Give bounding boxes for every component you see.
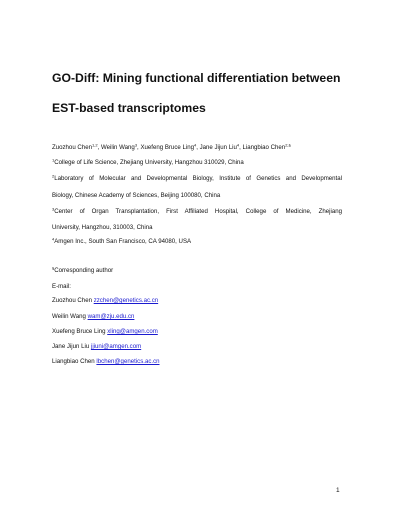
affiliation-text: College of Life Science, Zhejiang University, Hangzhou 310029, China bbox=[54, 159, 244, 166]
title-line-1: GO-Diff: Mining functional differentiation between bbox=[52, 71, 341, 85]
contact-row bbox=[52, 358, 160, 366]
contact-name: Weilin Wang bbox=[52, 313, 86, 320]
affiliation-text: Amgen Inc., South San Francisco, CA 94080, USA bbox=[54, 238, 192, 245]
author-name: Weilin Wang bbox=[100, 144, 135, 151]
author-separator: , bbox=[239, 144, 243, 151]
contact-name: Zuozhou Chen bbox=[52, 297, 92, 304]
affiliation-number: 2 bbox=[52, 173, 55, 179]
affiliation-1 bbox=[52, 159, 244, 167]
contact-name: Jane Jijun Liu bbox=[52, 343, 90, 350]
contact-row bbox=[52, 343, 141, 351]
email-link[interactable]: wam@zju.edu.cn bbox=[87, 313, 135, 320]
affiliation-3-cont: University, Hangzhou, 310003, China bbox=[52, 224, 153, 231]
corresponding-symbol: § bbox=[52, 265, 55, 271]
email-link[interactable]: xling@amgen.com bbox=[107, 328, 158, 335]
author-separator: , bbox=[196, 144, 200, 151]
contact-row bbox=[52, 313, 134, 321]
contact-name: Liangbiao Chen bbox=[52, 358, 95, 365]
email-link[interactable]: lbchen@genetics.ac.cn bbox=[96, 358, 160, 365]
authors-line bbox=[52, 144, 291, 152]
author-affiliation-mark: 3 bbox=[134, 142, 138, 148]
author-name: Xuefeng Bruce Ling bbox=[140, 144, 194, 151]
author-separator: , bbox=[97, 144, 101, 151]
author-affiliation-mark: 1,2 bbox=[91, 142, 98, 148]
affiliation-number: 3 bbox=[52, 206, 55, 212]
author-name: Jane Jijun Liu bbox=[199, 144, 237, 151]
author-name: Liangbiao Chen bbox=[242, 144, 286, 151]
contact-row bbox=[52, 297, 158, 305]
affiliation-text: Center of Organ Transplantation, First Affiliated Hospital, College of Medicine, Zhejiang bbox=[54, 208, 342, 215]
affiliation-2-cont: Biology, Chinese Academy of Sciences, Beijing 100080, China bbox=[52, 192, 221, 199]
affiliation-number: 4 bbox=[52, 236, 55, 242]
affiliation-number: 1 bbox=[52, 157, 55, 163]
corresponding-label: Corresponding author bbox=[54, 267, 114, 274]
email-label: E-mail: bbox=[52, 283, 71, 290]
author-name: Zuozhou Chen bbox=[52, 144, 92, 151]
contact-name: Xuefeng Bruce Ling bbox=[52, 328, 106, 335]
email-link[interactable]: zzchen@genetics.ac.cn bbox=[93, 297, 159, 304]
affiliation-2 bbox=[52, 175, 342, 183]
page-number: 1 bbox=[336, 487, 340, 494]
contact-row bbox=[52, 328, 158, 336]
corresponding-author bbox=[52, 267, 113, 275]
author-affiliation-mark: 4 bbox=[236, 142, 240, 148]
title-line-2: EST-based transcriptomes bbox=[52, 101, 206, 115]
affiliation-3 bbox=[52, 208, 342, 216]
affiliation-text: Laboratory of Molecular and Developmental Biology, Institute of Genetics and Developmental bbox=[54, 175, 342, 182]
author-affiliation-mark: 2,§ bbox=[285, 142, 291, 148]
author-affiliation-mark: 4 bbox=[193, 142, 197, 148]
author-separator: , bbox=[137, 144, 141, 151]
email-link[interactable]: jjiuni@amgen.com bbox=[90, 343, 142, 350]
affiliation-4 bbox=[52, 238, 191, 246]
